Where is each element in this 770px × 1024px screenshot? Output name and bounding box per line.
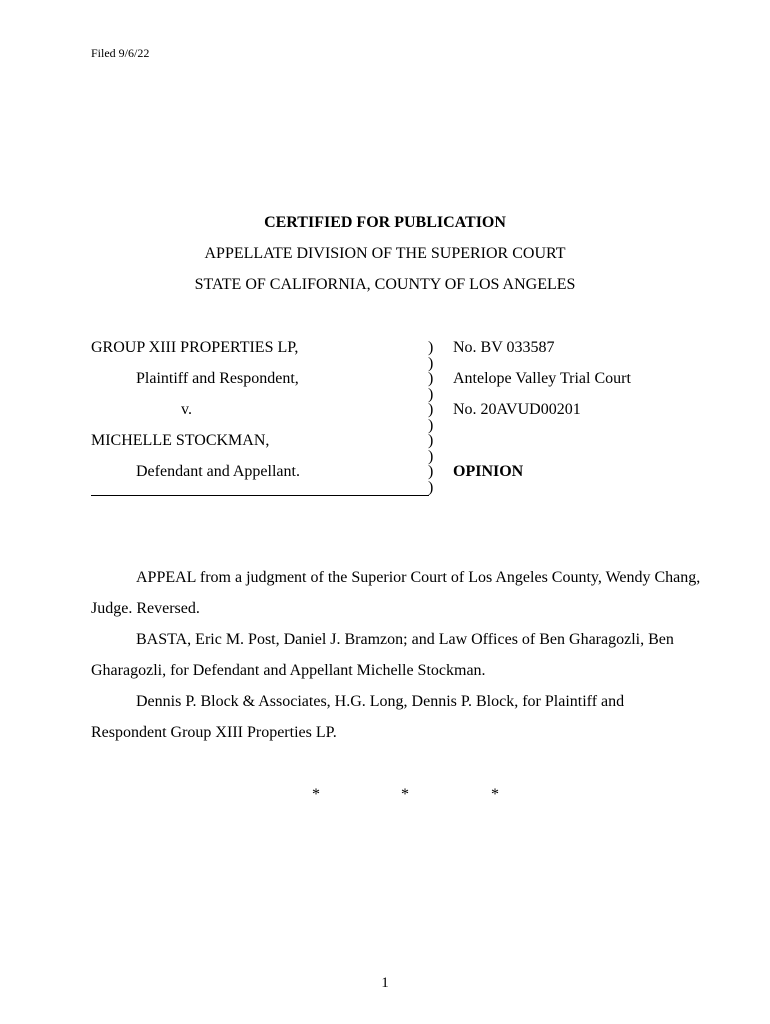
page-number: 1 <box>381 975 389 991</box>
separator-star: * <box>312 786 320 803</box>
plaintiff-name: GROUP XIII PROPERTIES LP, <box>91 339 299 356</box>
appeal-line-2: Judge. Reversed. <box>91 600 200 617</box>
versus: v. <box>181 401 192 418</box>
respondent-counsel-line-1: Dennis P. Block & Associates, H.G. Long, Dennis P. Block, for Plaintiff and <box>136 693 625 710</box>
appellant-counsel-line-1: BASTA, Eric M. Post, Daniel J. Bramzon; and Law Offices of Ben Gharagozli, Ben <box>136 631 674 648</box>
opinion-label: OPINION <box>453 463 524 480</box>
separator-star: * <box>491 786 499 803</box>
appeal-line-1: APPEAL from a judgment of the Superior Court of Los Angeles County, Wendy Chang, <box>136 569 701 586</box>
caption-parentheses: ) ) ) ) ) ) ) ) ) ) <box>428 339 434 496</box>
certified-heading: CERTIFIED FOR PUBLICATION <box>264 214 506 231</box>
court-name-line-1: APPELLATE DIVISION OF THE SUPERIOR COURT <box>204 245 566 262</box>
defendant-role: Defendant and Appellant. <box>136 463 300 480</box>
respondent-counsel-line-2: Respondent Group XIII Properties LP. <box>91 724 337 741</box>
plaintiff-role: Plaintiff and Respondent, <box>136 370 299 387</box>
defendant-name: MICHELLE STOCKMAN, <box>91 432 270 449</box>
appellant-counsel-line-2: Gharagozli, for Defendant and Appellant Michelle Stockman. <box>91 662 486 679</box>
trial-court-number: No. 20AVUD00201 <box>453 401 581 418</box>
filed-date: Filed 9/6/22 <box>91 46 150 60</box>
separator-star: * <box>401 786 409 803</box>
court-name-line-2: STATE OF CALIFORNIA, COUNTY OF LOS ANGELES <box>194 276 576 293</box>
trial-court: Antelope Valley Trial Court <box>453 370 631 387</box>
caption-underline <box>91 495 429 496</box>
case-number: No. BV 033587 <box>453 339 555 356</box>
